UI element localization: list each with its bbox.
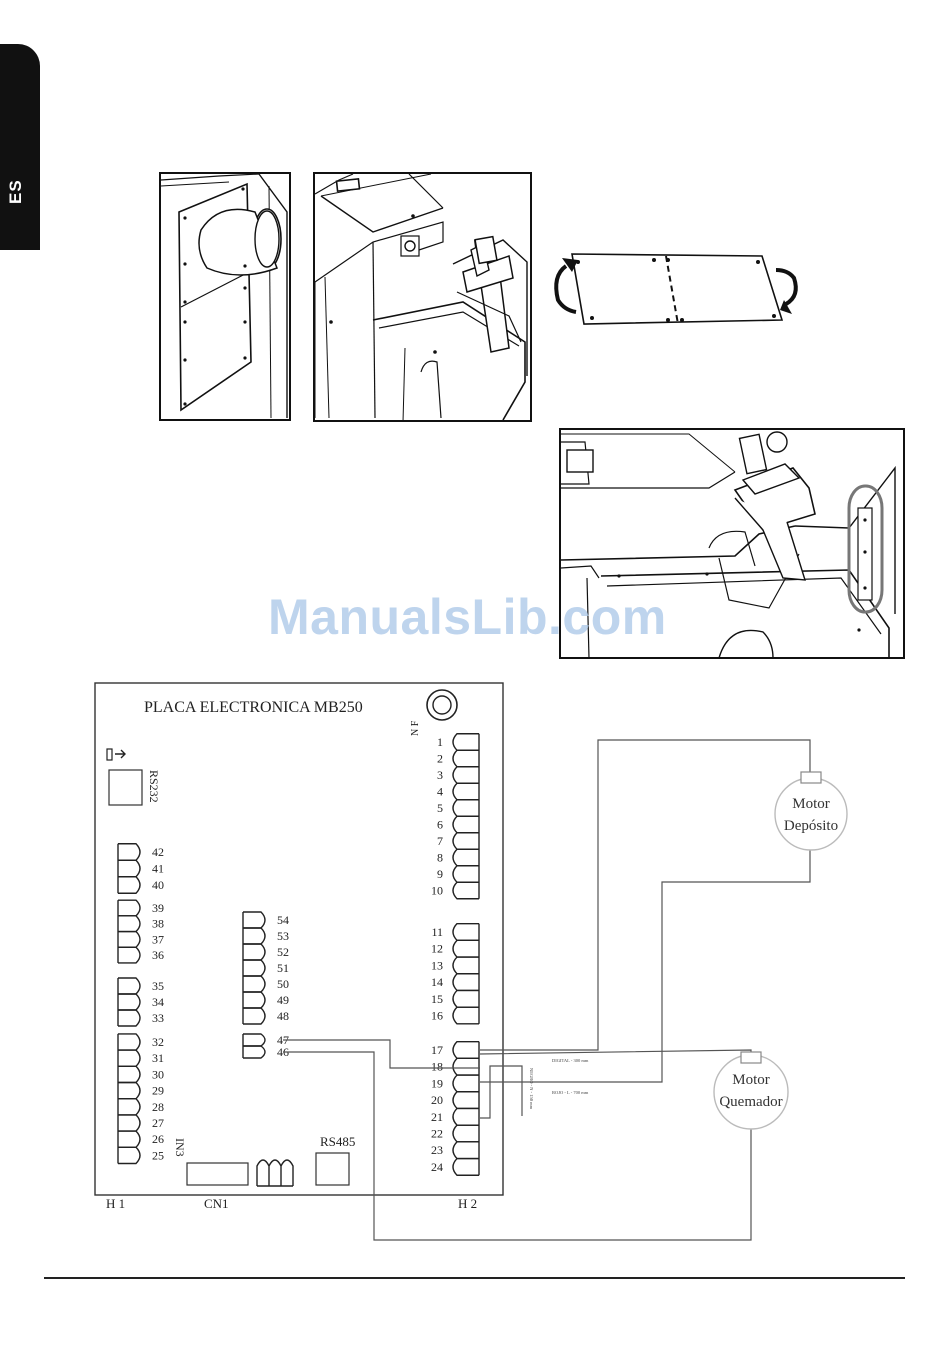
figure-hopper-top <box>313 172 532 422</box>
terminal-label: 6 <box>437 817 443 832</box>
terminal-slot <box>118 1050 140 1066</box>
board-title: PLACA ELECTRONICA MB250 <box>144 699 363 716</box>
terminal-label: 29 <box>152 1083 164 1098</box>
terminal-label: 30 <box>152 1067 164 1082</box>
terminal-slot <box>453 849 479 866</box>
wiring-diagram <box>78 670 858 1260</box>
terminal-slot <box>453 833 479 850</box>
terminal-label: 16 <box>431 1008 443 1023</box>
terminal-label: 5 <box>437 801 443 815</box>
nf-label: N F <box>410 720 421 736</box>
terminal-slot <box>118 1131 140 1147</box>
cn1-connector <box>187 1163 248 1185</box>
terminal-label: 42 <box>152 845 164 859</box>
terminal-slot <box>118 1099 140 1115</box>
terminal-slot <box>453 1092 479 1109</box>
terminal-label: 53 <box>277 929 289 943</box>
terminal-label: 4 <box>437 784 443 799</box>
terminal-label: 21 <box>431 1109 443 1124</box>
terminal-slot <box>118 1083 140 1099</box>
terminal-slot <box>118 860 140 877</box>
terminal-slot <box>453 816 479 833</box>
terminal-label: 52 <box>277 945 289 959</box>
terminal-slot <box>453 1075 479 1092</box>
terminal-label: 13 <box>431 958 443 973</box>
terminal-slot <box>118 1010 140 1026</box>
terminal-label: 32 <box>152 1035 164 1049</box>
terminal-slot <box>453 1125 479 1142</box>
terminal-label: 19 <box>431 1076 443 1091</box>
terminal-slot <box>243 1034 265 1046</box>
terminal-label: 28 <box>152 1099 164 1114</box>
wire-label-2: ROJO - L - 700 mm <box>552 1090 589 1095</box>
terminal-slot <box>243 976 265 992</box>
terminal-label: 2 <box>437 751 443 766</box>
terminal-label: 54 <box>277 913 289 927</box>
terminal-slot <box>453 1142 479 1159</box>
terminal-label: 34 <box>152 995 164 1009</box>
motor-quemador-line1: Motor <box>732 1072 770 1088</box>
rs232-port <box>109 770 142 805</box>
motor-deposito <box>775 772 847 850</box>
language-tab <box>0 44 40 250</box>
terminal-slot <box>453 974 479 991</box>
terminal-label: 33 <box>152 1011 164 1025</box>
terminal-label: 49 <box>277 993 289 1007</box>
motor-quemador <box>714 1052 788 1129</box>
terminal-slot <box>118 947 140 963</box>
terminal-label: 40 <box>152 878 164 892</box>
terminal-label: 7 <box>437 834 443 848</box>
terminal-slot <box>118 900 140 916</box>
terminal-slot <box>243 912 265 928</box>
terminal-slot <box>118 978 140 994</box>
terminal-slot <box>243 960 265 976</box>
terminal-label: 41 <box>152 861 164 876</box>
terminal-slot <box>118 916 140 932</box>
terminal-label: 11 <box>431 925 443 939</box>
terminal-slot <box>243 992 265 1008</box>
in3-connector <box>257 1160 293 1186</box>
terminal-label: 36 <box>152 948 164 963</box>
rs232-label: RS232 <box>147 770 161 803</box>
motor-deposito-line1: Motor <box>792 796 830 812</box>
terminal-label: 35 <box>152 979 164 993</box>
terminal-label: 39 <box>152 901 164 915</box>
in3-label: IN3 <box>173 1138 187 1157</box>
terminal-label: 1 <box>437 735 443 749</box>
terminal-label: 22 <box>431 1126 443 1141</box>
terminal-label: 38 <box>152 916 164 931</box>
rs485-label: RS485 <box>320 1134 356 1149</box>
terminal-label: 14 <box>431 975 443 990</box>
terminal-slot <box>453 866 479 883</box>
terminal-slot <box>453 1007 479 1024</box>
terminal-label: 47 <box>277 1033 289 1047</box>
terminal-label: 46 <box>277 1045 289 1059</box>
terminal-slot <box>118 844 140 861</box>
terminal-label: 24 <box>431 1159 443 1174</box>
terminal-label: 8 <box>437 850 443 865</box>
terminal-slot <box>453 990 479 1007</box>
language-tab-label: ES <box>6 179 25 204</box>
wires <box>283 740 810 1240</box>
terminal-slot <box>453 783 479 800</box>
terminal-slot <box>118 1115 140 1131</box>
terminal-slot <box>243 928 265 944</box>
footer-rule <box>44 1277 905 1279</box>
terminal-slot <box>118 1034 140 1050</box>
motor-quemador-line2: Quemador <box>719 1094 783 1110</box>
figure-hopper-panel <box>159 172 291 421</box>
terminal-slot <box>453 957 479 974</box>
terminal-label: 23 <box>431 1143 443 1158</box>
terminal-slot <box>118 877 140 894</box>
terminal-slot <box>243 1008 265 1024</box>
terminal-slot <box>453 882 479 899</box>
terminal-slot <box>453 734 479 751</box>
terminal-slot <box>453 1058 479 1075</box>
fuse-icon <box>427 690 457 720</box>
terminal-slot <box>243 944 265 960</box>
terminal-label: 48 <box>277 1009 289 1023</box>
terminal-label: 10 <box>431 883 443 898</box>
cn1-label: CN1 <box>204 1196 229 1211</box>
terminal-slot <box>453 1108 479 1125</box>
terminal-slot <box>118 1147 140 1163</box>
terminal-label: 20 <box>431 1093 443 1108</box>
terminal-label: 50 <box>277 977 289 991</box>
terminal-label: 15 <box>431 991 443 1006</box>
terminal-label: 9 <box>437 867 443 881</box>
wire-label-3: NEGRO - N - 150 mm <box>529 1068 534 1110</box>
terminal-slot <box>118 1066 140 1082</box>
terminal-label: 12 <box>431 941 443 956</box>
wire-label-1: DIGITAL - 300 mm <box>552 1058 589 1063</box>
h1-label: H 1 <box>106 1196 126 1211</box>
terminal-slot <box>243 1046 265 1058</box>
terminal-slot <box>453 1042 479 1059</box>
figure-panel-rotation <box>548 248 804 336</box>
terminal-slot <box>453 767 479 784</box>
terminal-label: 37 <box>152 932 164 947</box>
motor-deposito-line2: Depósito <box>783 818 839 834</box>
terminal-slot <box>453 1159 479 1176</box>
terminal-label: 31 <box>152 1051 164 1066</box>
terminal-label: 18 <box>431 1059 443 1074</box>
terminal-slot <box>118 994 140 1010</box>
h2-label: H 2 <box>458 1196 478 1211</box>
terminal-label: 25 <box>152 1148 164 1163</box>
connector-icon <box>107 749 112 760</box>
terminal-label: 26 <box>152 1132 164 1147</box>
terminal-label: 51 <box>277 961 289 975</box>
terminal-slot <box>453 924 479 941</box>
rs485-port <box>316 1153 349 1185</box>
terminal-slot <box>453 940 479 957</box>
terminal-label: 27 <box>152 1116 164 1130</box>
terminal-label: 17 <box>431 1043 443 1057</box>
watermark: ManualsLib.com <box>268 589 667 645</box>
terminal-slot <box>453 750 479 767</box>
terminal-label: 3 <box>437 768 443 782</box>
terminal-slot <box>453 800 479 817</box>
terminal-slot <box>118 932 140 948</box>
